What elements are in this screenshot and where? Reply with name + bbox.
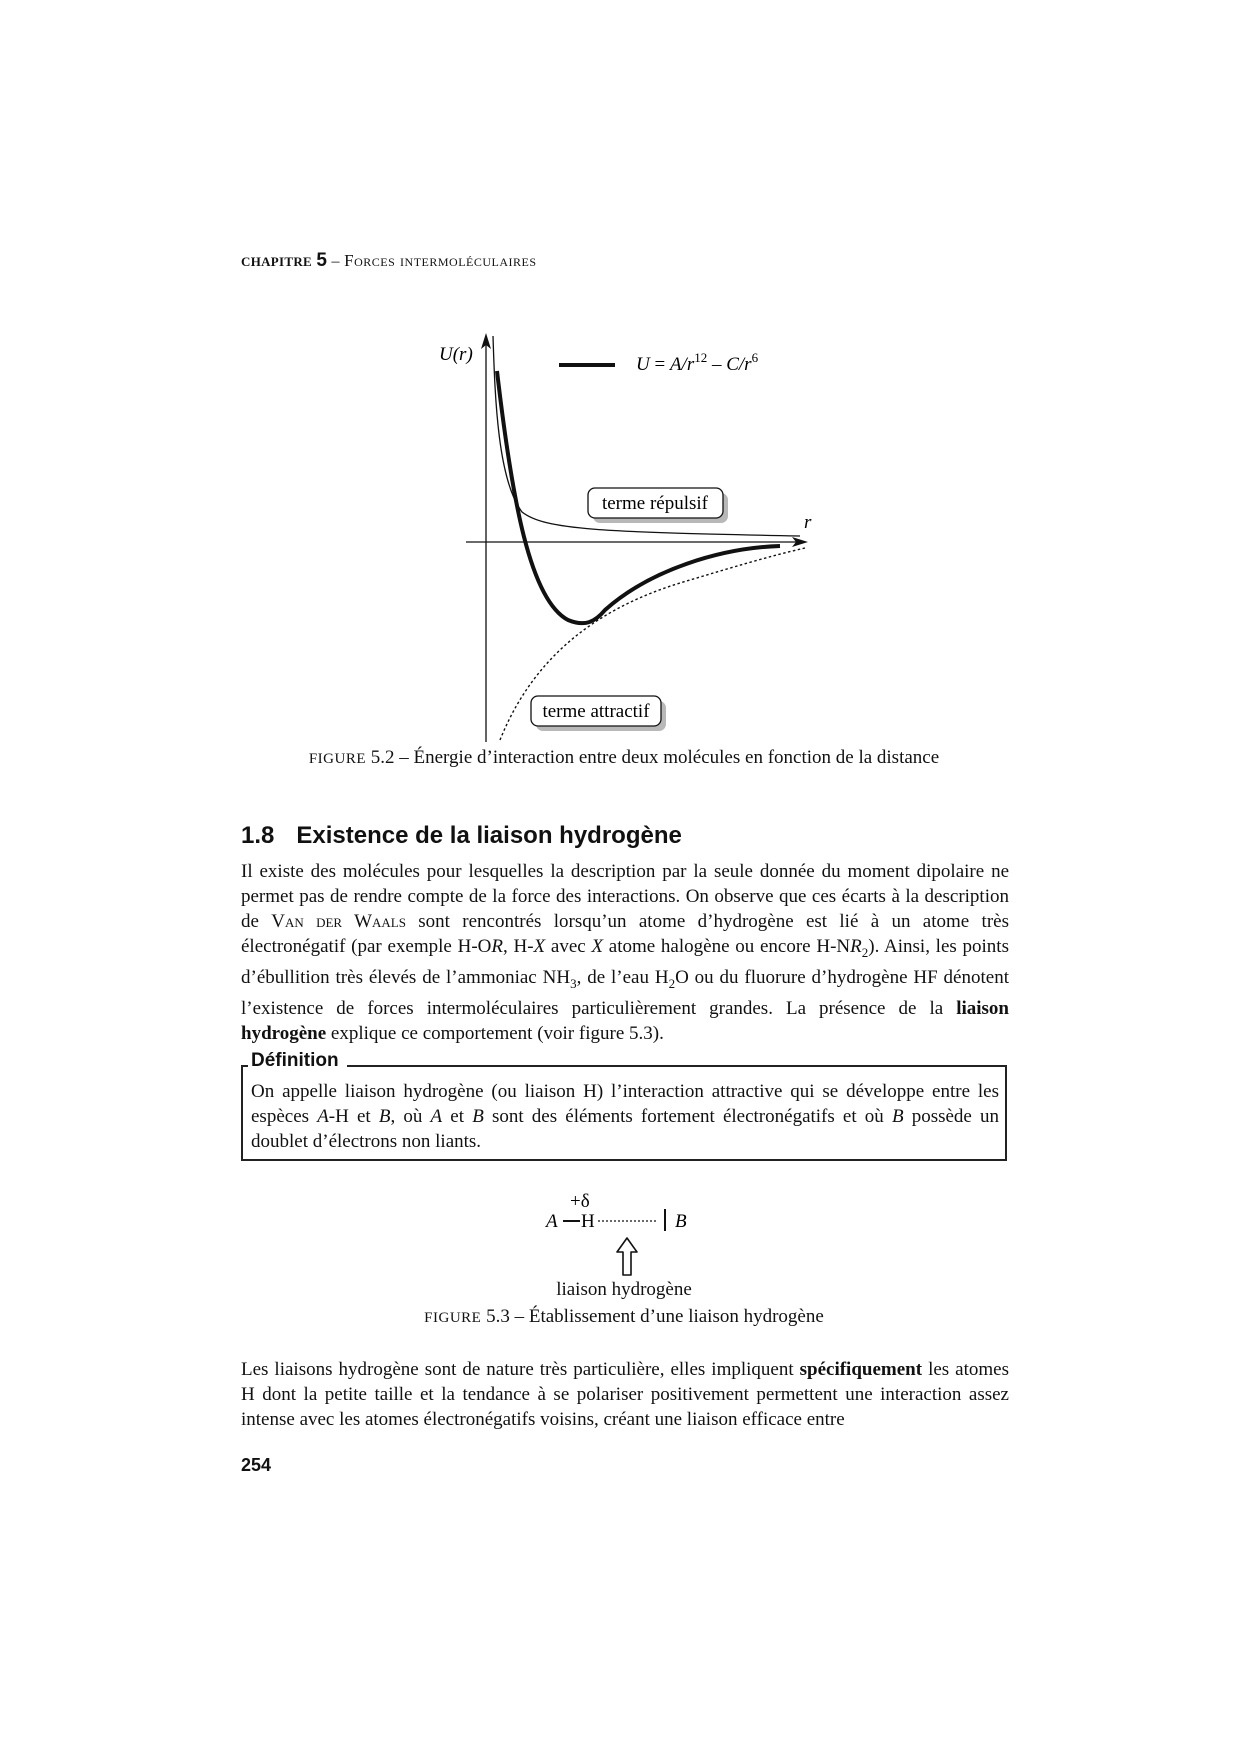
p1-text: atome halogène ou encore H-N xyxy=(603,936,851,957)
def-text: et xyxy=(442,1106,473,1127)
bold-term: spécifiquement xyxy=(799,1359,923,1380)
subscript: 2 xyxy=(668,975,676,991)
author-name: Van der Waals xyxy=(271,911,406,932)
chapter-title: Forces intermoléculaires xyxy=(344,251,537,270)
p1-text: sont rencontrés lorsqu’un atome d’hydrogène est lié à un atome très électronégatif (par exemple H-O xyxy=(241,911,1009,957)
var-r: R xyxy=(491,936,503,957)
figure-5-2-caption xyxy=(241,747,1007,769)
figure-5-2-caption-label: FIGURE xyxy=(308,751,367,767)
p1-text: , H- xyxy=(502,936,534,957)
var-a: A xyxy=(317,1106,329,1127)
legend-equation: $U = A/r^{12} - C/r^6$ xyxy=(636,350,759,375)
var-b: B xyxy=(378,1106,391,1127)
p1-text: explique ce comportement (voir figure 5.3). xyxy=(326,1022,664,1044)
atom-b: B xyxy=(675,1211,687,1232)
p1-text: O ou du fluorure d’hydrogène HF dénotent l’existence de forces intermoléculaires particulièrement grandes. La présence de la xyxy=(241,966,1009,1019)
definition-text xyxy=(251,1079,999,1154)
section-heading xyxy=(241,822,682,850)
var-x: X xyxy=(533,936,546,957)
p1-text: avec xyxy=(545,936,592,957)
figure-5-2-chart xyxy=(0,320,1240,750)
p1-text: Il existe des molécules pour lesquelles la description par la seule donnée du moment dipolaire ne permet pas de rendre compte de la force des interactions. On observe que ces écarts à la description de xyxy=(241,861,1009,932)
definition-title: Définition xyxy=(248,1050,347,1072)
figure-5-3-label: liaison hydrogène xyxy=(556,1279,692,1300)
def-text: possède un doublet d’électrons non liants. xyxy=(251,1106,1000,1152)
atom-h: H xyxy=(581,1211,595,1232)
page-number: 254 xyxy=(241,1455,272,1475)
figure-5-3-caption xyxy=(241,1306,1007,1328)
paragraph-2 xyxy=(241,1357,1009,1432)
up-arrow-icon xyxy=(617,1238,637,1275)
p2-text: Les liaisons hydrogène sont de nature très particulière, elles impliquent xyxy=(241,1359,800,1380)
section-number: 1.8 xyxy=(241,822,275,849)
label-repulsive: terme répulsif xyxy=(601,493,709,514)
figure-5-2-caption-text: 5.2 – Énergie d’interaction entre deux molécules en fonction de la distance xyxy=(366,747,940,768)
chapter-label: CHAPITRE xyxy=(241,254,313,269)
def-text: On appelle liaison hydrogène (ou liaison H) l’interaction attractive qui se développe entre les espèces xyxy=(251,1081,999,1127)
var-a: A xyxy=(430,1106,443,1127)
def-text: -H et xyxy=(328,1106,379,1127)
atom-a: A xyxy=(546,1211,558,1232)
header-separator: – xyxy=(331,253,340,270)
label-attractive: terme attractif xyxy=(542,701,650,722)
subscript: 2 xyxy=(861,944,869,960)
figure-5-3-caption-text: 5.3 – Établissement d’une liaison hydrogène xyxy=(481,1306,824,1327)
y-axis-label: U(r) xyxy=(439,344,473,365)
p1-text: , de l’eau H xyxy=(576,966,669,988)
partial-charge: +δ xyxy=(570,1191,590,1212)
bold-term: liaison hydrogène xyxy=(241,997,1009,1044)
var-b: B xyxy=(472,1106,484,1127)
chapter-number: 5 xyxy=(316,250,328,271)
var-r: R xyxy=(850,936,862,957)
var-b: B xyxy=(891,1106,904,1127)
paragraph-1 xyxy=(241,859,1009,1046)
def-text: , où xyxy=(390,1106,431,1127)
section-title: Existence de la liaison hydrogène xyxy=(296,822,682,849)
def-text: sont des éléments fortement électronégatifs et où xyxy=(483,1106,892,1127)
subscript: 3 xyxy=(570,975,577,991)
x-axis-label: r xyxy=(804,512,812,533)
running-head xyxy=(241,250,537,272)
figure-5-3-caption-label: FIGURE xyxy=(424,1310,482,1326)
p2-text: les atomes H dont la petite taille et la tendance à se polariser positivement permettent une interaction assez intense avec les atomes électronégatifs voisins, créant une liaison efficace entre xyxy=(241,1359,1009,1430)
p1-text: ). Ainsi, les points d’ébullition très élevés de l’ammoniac NH xyxy=(241,936,1009,988)
var-x: X xyxy=(591,936,604,957)
